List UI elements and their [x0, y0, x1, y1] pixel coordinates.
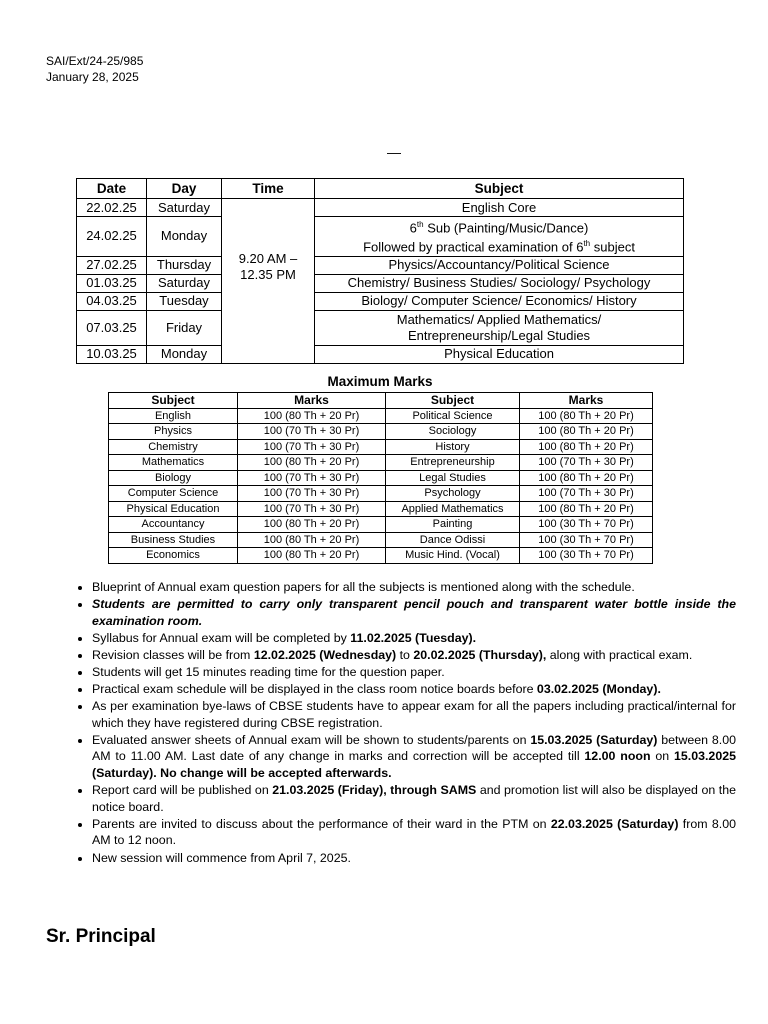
marks-subject-cell: Political Science: [386, 408, 520, 424]
table-row: [109, 439, 653, 455]
marks-value-cell: 100 (80 Th + 20 Pr): [520, 408, 653, 424]
marks-value-cell: 100 (80 Th + 20 Pr): [520, 501, 653, 517]
marks-subject-cell: Sociology: [386, 424, 520, 440]
schedule-date: 07.03.25: [77, 310, 147, 345]
schedule-date: 27.02.25: [77, 256, 147, 274]
list-item: • Evaluated answer sheets of Annual exam will be shown to students/parents on 15.03.2025 (Saturday) between 8.00 AM to 11.00 AM. Last date of any change in marks and correction will be accepted till 12.00 noon on 15.03.2025 (Saturday). No change will be accepted afterwards.: [92, 732, 736, 782]
maximum-marks-table: [108, 392, 653, 564]
schedule-row: [77, 217, 684, 257]
list-item: • Syllabus for Annual exam will be completed by 11.02.2025 (Tuesday).: [92, 630, 736, 647]
marks-subject-cell: Biology: [109, 470, 238, 486]
exam-schedule-table: [76, 178, 684, 364]
table-row: [109, 548, 653, 564]
list-item: • Report card will be published on 21.03.2025 (Friday), through SAMS and promotion list will also be displayed on the notice board.: [92, 782, 736, 815]
marks-subject-cell: Legal Studies: [386, 470, 520, 486]
marks-value-cell: 100 (30 Th + 70 Pr): [520, 517, 653, 533]
table-row: [109, 532, 653, 548]
schedule-time: 9.20 AM – 12.35 PM: [222, 199, 315, 364]
marks-subject-cell: Psychology: [386, 486, 520, 502]
header-subject: Subject: [386, 393, 520, 409]
table-row: [109, 424, 653, 440]
table-row: [109, 517, 653, 533]
schedule-row: [77, 292, 684, 310]
schedule-subject: Physical Education: [315, 345, 684, 363]
schedule-subject: 6th Sub (Painting/Music/Dance) Followed by practical examination of 6th subject: [315, 217, 684, 257]
schedule-date: 01.03.25: [77, 274, 147, 292]
marks-subject-cell: Physical Education: [109, 501, 238, 517]
schedule-subject: Mathematics/ Applied Mathematics/ Entrepreneurship/Legal Studies: [315, 310, 684, 345]
marks-value-cell: 100 (70 Th + 30 Pr): [520, 455, 653, 471]
marks-subject-cell: Accountancy: [109, 517, 238, 533]
marks-subject-cell: History: [386, 439, 520, 455]
marks-value-cell: 100 (80 Th + 20 Pr): [238, 548, 386, 564]
marks-value-cell: 100 (70 Th + 30 Pr): [238, 424, 386, 440]
schedule-date: 04.03.25: [77, 292, 147, 310]
maximum-marks-title: Maximum Marks: [327, 374, 433, 389]
marks-subject-cell: Business Studies: [109, 532, 238, 548]
signature: Sr. Principal: [46, 926, 156, 947]
schedule-day: Tuesday: [147, 292, 222, 310]
marks-value-cell: 100 (70 Th + 30 Pr): [520, 486, 653, 502]
schedule-day: Thursday: [147, 256, 222, 274]
schedule-day: Monday: [147, 345, 222, 363]
schedule-date: 22.02.25: [77, 199, 147, 217]
list-item: • Blueprint of Annual exam question papers for all the subjects is mentioned along with the schedule.: [92, 579, 736, 596]
schedule-subject: Chemistry/ Business Studies/ Sociology/ Psychology: [315, 274, 684, 292]
schedule-date: 10.03.25: [77, 345, 147, 363]
marks-value-cell: 100 (30 Th + 70 Pr): [520, 532, 653, 548]
schedule-subject: English Core: [315, 199, 684, 217]
marks-subject-cell: Chemistry: [109, 439, 238, 455]
marks-value-cell: 100 (80 Th + 20 Pr): [520, 470, 653, 486]
marks-subject-cell: Applied Mathematics: [386, 501, 520, 517]
schedule-day: Saturday: [147, 274, 222, 292]
list-item: • As per examination bye-laws of CBSE students have to appear exam for all the papers including practical/internal for which they have registered during CBSE registration.: [92, 698, 736, 731]
header-subject: Subject: [315, 179, 684, 199]
table-row: [109, 470, 653, 486]
schedule-day: Saturday: [147, 199, 222, 217]
header-day: Day: [147, 179, 222, 199]
list-item: • Revision classes will be from 12.02.2025 (Wednesday) to 20.02.2025 (Thursday), along with practical exam.: [92, 647, 736, 664]
reference-number: SAI/Ext/24-25/985: [46, 54, 144, 68]
marks-value-cell: 100 (70 Th + 30 Pr): [238, 470, 386, 486]
table-row: [109, 501, 653, 517]
marks-header-row: [109, 393, 653, 409]
marks-value-cell: 100 (80 Th + 20 Pr): [238, 455, 386, 471]
marks-value-cell: 100 (80 Th + 20 Pr): [238, 408, 386, 424]
list-item: • Students will get 15 minutes reading time for the question paper.: [92, 664, 736, 681]
marks-value-cell: 100 (80 Th + 20 Pr): [238, 532, 386, 548]
marks-subject-cell: Entrepreneurship: [386, 455, 520, 471]
marks-value-cell: 100 (80 Th + 20 Pr): [238, 517, 386, 533]
header-marks: Marks: [520, 393, 653, 409]
schedule-subject: Biology/ Computer Science/ Economics/ History: [315, 292, 684, 310]
marks-value-cell: 100 (70 Th + 30 Pr): [238, 439, 386, 455]
schedule-date: 24.02.25: [77, 217, 147, 257]
schedule-row: [77, 345, 684, 363]
marks-subject-cell: Painting: [386, 517, 520, 533]
schedule-header-row: [77, 179, 684, 199]
marks-subject-cell: Mathematics: [109, 455, 238, 471]
schedule-row: [77, 274, 684, 292]
marks-subject-cell: Physics: [109, 424, 238, 440]
marks-subject-cell: Music Hind. (Vocal): [386, 548, 520, 564]
header-time: Time: [222, 179, 315, 199]
marks-subject-cell: Computer Science: [109, 486, 238, 502]
table-row: [109, 486, 653, 502]
list-item: • New session will commence from April 7, 2025.: [92, 850, 736, 867]
schedule-row: [77, 256, 684, 274]
list-item: • Parents are invited to discuss about the performance of their ward in the PTM on 22.03.2025 (Saturday) from 8.00 AM to 12 noon.: [92, 816, 736, 849]
list-item: • Practical exam schedule will be displayed in the class room notice boards before 03.02.2025 (Monday).: [92, 681, 736, 698]
header-date: Date: [77, 179, 147, 199]
list-item: • Students are permitted to carry only transparent pencil pouch and transparent water bottle inside the examination room.: [92, 596, 736, 629]
marks-value-cell: 100 (80 Th + 20 Pr): [520, 439, 653, 455]
title-dash: —: [387, 144, 401, 160]
letter-date: January 28, 2025: [46, 70, 139, 84]
marks-value-cell: 100 (70 Th + 30 Pr): [238, 486, 386, 502]
table-row: [109, 455, 653, 471]
header-marks: Marks: [238, 393, 386, 409]
letter-header: [46, 53, 143, 85]
schedule-day: Monday: [147, 217, 222, 257]
schedule-row: [77, 310, 684, 345]
instructions-list: [70, 579, 736, 867]
schedule-day: Friday: [147, 310, 222, 345]
schedule-subject: Physics/Accountancy/Political Science: [315, 256, 684, 274]
marks-subject-cell: Economics: [109, 548, 238, 564]
marks-subject-cell: English: [109, 408, 238, 424]
marks-value-cell: 100 (80 Th + 20 Pr): [520, 424, 653, 440]
marks-value-cell: 100 (30 Th + 70 Pr): [520, 548, 653, 564]
schedule-row: [77, 199, 684, 217]
table-row: [109, 408, 653, 424]
header-subject: Subject: [109, 393, 238, 409]
marks-value-cell: 100 (70 Th + 30 Pr): [238, 501, 386, 517]
marks-subject-cell: Dance Odissi: [386, 532, 520, 548]
